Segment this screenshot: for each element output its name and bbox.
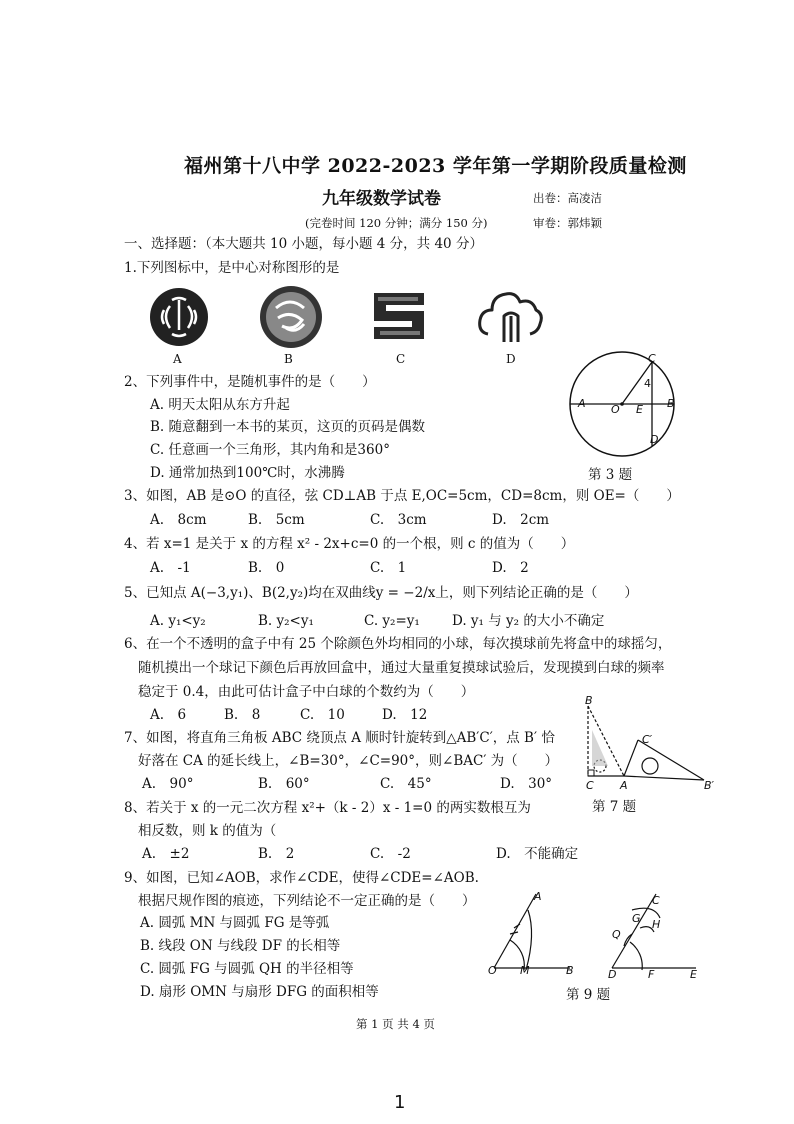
icon-a-label: A bbox=[173, 352, 182, 366]
fig7-point-c-prime: C′ bbox=[642, 733, 653, 746]
q7-option-b: B. 60° bbox=[258, 776, 310, 792]
q5-option-b: B. y₂<y₁ bbox=[258, 613, 314, 629]
q3-option-b: B. 5cm bbox=[248, 512, 305, 528]
q4-option-d: D. 2 bbox=[492, 560, 529, 576]
figure-7-triangle-diagram bbox=[578, 700, 718, 798]
q7-option-a: A. 90° bbox=[142, 776, 194, 792]
fig3-caption: 第 3 题 bbox=[588, 467, 633, 483]
q6-option-a: A. 6 bbox=[150, 707, 187, 723]
page-number: 1 bbox=[394, 1092, 406, 1113]
fig9-point-a: A bbox=[534, 890, 542, 903]
fig9-point-c: C bbox=[652, 894, 660, 907]
time-score-info: (完卷时间 120 分钟；满分 150 分) bbox=[305, 216, 488, 230]
fig9-point-b: B bbox=[566, 964, 574, 977]
q7-option-d: D. 30° bbox=[500, 776, 553, 792]
fig9-caption: 第 9 题 bbox=[566, 987, 611, 1003]
icon-a-emblem bbox=[148, 286, 210, 348]
fig9-point-e: E bbox=[690, 968, 697, 981]
q3-option-d: D. 2cm bbox=[492, 512, 550, 528]
fig3-point-b: B bbox=[667, 397, 675, 410]
fig3-point-e: E bbox=[636, 403, 643, 416]
question-5-stem: 5、已知点 A(−3,y₁)、B(2,y₂)均在双曲线y = −2/x上，则下列结论正确的是（ ） bbox=[124, 585, 638, 601]
q8-option-b: B. 2 bbox=[258, 846, 295, 862]
question-6-line-2: 随机摸出一个球记下颜色后再放回盒中，通过大量重复摸球试验后，发现摸到白球的频率 bbox=[138, 660, 665, 676]
fig9-point-f: F bbox=[648, 968, 655, 981]
fig7-point-c: C bbox=[586, 779, 594, 792]
exam-subtitle: 九年级数学试卷 bbox=[322, 189, 441, 209]
q9-option-d: D. 扇形 OMN 与扇形 DFG 的面积相等 bbox=[140, 984, 379, 1000]
question-6-line-3: 稳定于 0.4，由此可估计盒子中白球的个数约为（ ） bbox=[138, 684, 475, 700]
q6-option-c: C. 10 bbox=[300, 707, 345, 723]
question-2-stem: 2、下列事件中，是随机事件的是（ ） bbox=[124, 374, 376, 390]
q5-option-c: C. y₂=y₁ bbox=[364, 613, 420, 629]
icon-c-emblem bbox=[370, 289, 428, 343]
q4-option-b: B. 0 bbox=[248, 560, 285, 576]
setter-label: 出卷：高凌洁 bbox=[533, 191, 602, 205]
fig9-point-q: Q bbox=[612, 928, 621, 941]
fig3-point-o: O bbox=[611, 403, 620, 416]
q2-option-d: D. 通常加热到100℃时，水沸腾 bbox=[150, 465, 345, 481]
q8-option-d: D. 不能确定 bbox=[496, 846, 579, 862]
fig9-point-o: O bbox=[488, 964, 497, 977]
q8-option-c: C. -2 bbox=[370, 846, 411, 862]
question-9-line-1: 9、如图，已知∠AOB，求作∠CDE，使得∠CDE=∠AOB. bbox=[124, 870, 479, 886]
q4-option-c: C. 1 bbox=[370, 560, 407, 576]
fig3-point-c: C bbox=[648, 352, 656, 365]
icon-d-label: D bbox=[506, 352, 516, 366]
question-7-line-1: 7、如图，将直角三角板 ABC 绕顶点 A 顺时针旋转到△AB′C′，点 B′ 恰 bbox=[124, 730, 555, 746]
question-1-stem: 1.下列图标中，是中心对称图形的是 bbox=[124, 260, 340, 276]
fig3-length-mark: 4 bbox=[644, 377, 651, 390]
fig9-point-m: M bbox=[520, 964, 530, 977]
icon-d-emblem bbox=[476, 286, 546, 348]
q5-option-d: D. y₁ 与 y₂ 的大小不确定 bbox=[452, 613, 605, 629]
question-8-line-1: 8、若关于 x 的一元二次方程 x²+（k - 2）x - 1=0 的两实数根互为 bbox=[124, 800, 531, 816]
section-heading: 一、选择题：（本大题共 10 小题，每小题 4 分，共 40 分） bbox=[124, 236, 483, 252]
page-info: 第 1 页 共 4 页 bbox=[356, 1017, 435, 1031]
q3-option-c: C. 3cm bbox=[370, 512, 427, 528]
fig9-point-d: D bbox=[608, 968, 617, 981]
q2-option-c: C. 任意画一个三角形，其内角和是360° bbox=[150, 442, 390, 458]
q8-option-a: A. ±2 bbox=[142, 846, 190, 862]
q5-option-a: A. y₁<y₂ bbox=[150, 613, 206, 629]
fig3-point-d: D bbox=[650, 433, 659, 446]
fig7-point-b-prime: B′ bbox=[704, 779, 715, 792]
question-8-line-2: 相反数，则 k 的值为（ bbox=[138, 823, 277, 839]
q4-option-a: A. -1 bbox=[150, 560, 191, 576]
fig7-point-a: A bbox=[620, 779, 628, 792]
q7-option-c: C. 45° bbox=[380, 776, 432, 792]
reviewer-label: 审卷：郭炜颖 bbox=[533, 216, 602, 230]
question-7-line-2: 好落在 CA 的延长线上，∠B=30°，∠C=90°，则∠BAC′ 为（ ） bbox=[138, 753, 559, 769]
q3-option-a: A. 8cm bbox=[150, 512, 207, 528]
q2-option-b: B. 随意翻到一本书的某页，这页的页码是偶数 bbox=[150, 419, 426, 435]
q2-option-a: A. 明天太阳从东方升起 bbox=[150, 397, 290, 413]
fig7-point-b: B bbox=[585, 694, 593, 707]
question-3-stem: 3、如图，AB 是⊙O 的直径，弦 CD⊥AB 于点 E,OC=5cm，CD=8cm，则 OE=（ ） bbox=[124, 488, 680, 504]
fig7-caption: 第 7 题 bbox=[592, 799, 637, 815]
question-4-stem: 4、若 x=1 是关于 x 的方程 x² - 2x+c=0 的一个根，则 c 的值为（ ） bbox=[124, 536, 575, 552]
fig9-point-h: H bbox=[652, 918, 661, 931]
icon-b-emblem bbox=[258, 284, 324, 350]
question-9-line-2: 根据尺规作图的痕迹，下列结论不一定正确的是（ ） bbox=[138, 893, 476, 909]
question-6-line-1: 6、在一个不透明的盒子中有 25 个除颜色外均相同的小球，每次摸球前先将盒中的球摇匀， bbox=[124, 636, 672, 652]
icon-b-label: B bbox=[284, 352, 293, 366]
q9-option-a: A. 圆弧 MN 与圆弧 FG 是等弧 bbox=[140, 915, 330, 931]
icon-c-label: C bbox=[396, 352, 406, 366]
fig3-point-a: A bbox=[578, 397, 586, 410]
q9-option-b: B. 线段 ON 与线段 DF 的长相等 bbox=[140, 938, 341, 954]
fig9-point-g: G bbox=[632, 912, 641, 925]
exam-title: 福州第十八中学 2022-2023 学年第一学期阶段质量检测 bbox=[184, 155, 687, 177]
q9-option-c: C. 圆弧 FG 与圆弧 QH 的半径相等 bbox=[140, 961, 354, 977]
q6-option-d: D. 12 bbox=[382, 707, 428, 723]
q6-option-b: B. 8 bbox=[224, 707, 261, 723]
figure-9-construction-diagram bbox=[484, 888, 704, 988]
